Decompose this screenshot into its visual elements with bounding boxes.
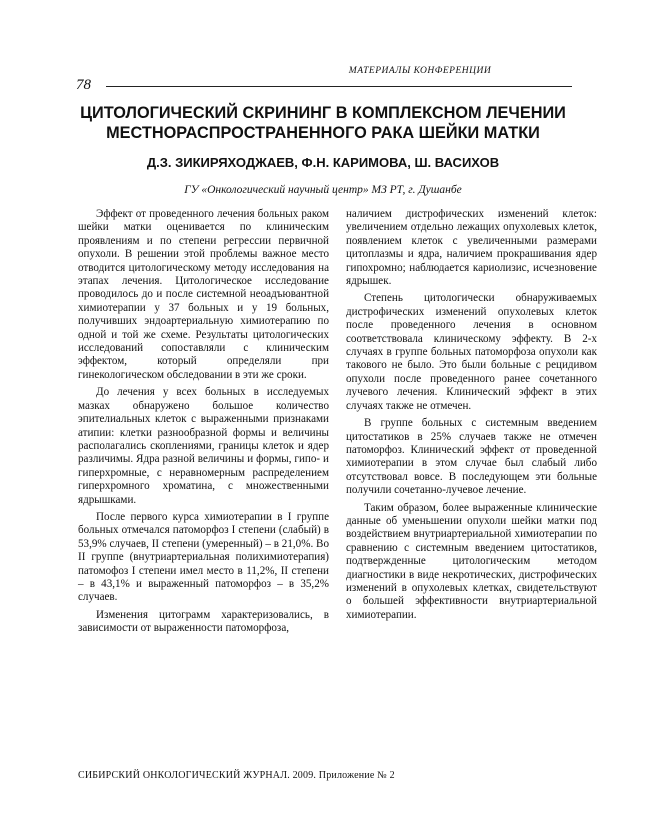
title-line-2: МЕСТНОРАСПРОСТРАНЕННОГО РАКА ШЕЙКИ МАТКИ xyxy=(106,124,540,142)
article-title xyxy=(60,103,586,143)
paragraph: До лечения у всех больных в исследуемых мазках обнаружено большое количество эпителиальных клеток с выраженными признаками атипии: клетки разнообразной формы и величины располагались скоплениями, границы клеток и ядер различимы. Ядра разной величины и формы, гипо- и гиперхромные, с неравномерным распределением гиперхромного хроматина, с множественными ядрышками. xyxy=(78,386,329,506)
paragraph-continued: наличием дистрофических изменений клеток: увеличением отдельно лежащих опухолевых клеток, появлением клеток с увеличенными размерами цитоплазмы и ядра, наличием прокрашивания ядер гипохромно; наблюдается кариолизис, исчезновение ядрышек. xyxy=(346,208,597,288)
left-column xyxy=(78,208,329,640)
paragraph: Изменения цитограмм характеризовались, в зависимости от выраженности патоморфоза, xyxy=(78,608,329,635)
page-number: 78 xyxy=(76,77,91,93)
right-column xyxy=(346,208,597,626)
title-line-1: ЦИТОЛОГИЧЕСКИЙ СКРИНИНГ В КОМПЛЕКСНОМ ЛЕЧЕНИИ xyxy=(80,104,566,122)
paragraph: Таким образом, более выраженные клинические данные об уменьшении опухоли шейки матки под воздействием внутриартериальной химиотерапии по сравнению с системным введением цитостатиков, подтвержденные цитологическим методом диагностики в виде некротических, дистрофических изменений в опухолевых клетках, свидетельствуют о большей эффективности внутриартериальной химиотерапии. xyxy=(346,501,597,621)
authors: Д.З. ЗИКИРЯХОДЖАЕВ, Ф.Н. КАРИМОВА, Ш. ВАСИХОВ xyxy=(146,155,500,170)
paragraph: Эффект от проведенного лечения больных раком шейки матки оценивается по клиническим проявлениям и по степени регрессии первичной опухоли. В решении этой проблемы важное место отводится цитологическому методу исследования на этапах лечения. Цитологическое исследование проводилось до и после системной неоадъювантной химиотерапии у 37 больных и у 19 больных, получивших эндоартериальную химиотерапию по одной и той же схеме. Результаты цитологических исследований сопоставляли с клиническим эффектом, который определяли при гинекологическом обследовании в эти же сроки. xyxy=(78,208,329,381)
conference-header: МАТЕРИАЛЫ КОНФЕРЕНЦИИ xyxy=(348,66,492,76)
journal-footer: СИБИРСКИЙ ОНКОЛОГИЧЕСКИЙ ЖУРНАЛ. 2009. Приложение № 2 xyxy=(78,770,395,781)
affiliation: ГУ «Онкологический научный центр» МЗ РТ, г. Душанбе xyxy=(184,184,462,196)
paragraph: Степень цитологически обнаруживаемых дистрофических изменений опухолевых клеток после проведенного лечения в основном соответствовала клиническому эффекту. В 2-х случаях в группе больных патоморфоза опухоли как такового не было. Это были больные с рецидивом опухоли после проведенного ранее сочетанного лучевого лечения. Клинический эффект в этих случаях также не отмечен. xyxy=(346,292,597,412)
header-rule xyxy=(106,86,572,87)
paragraph: В группе больных с системным введением цитостатиков в 25% случаев также не отмечен патоморфоз. Клинический эффект от проведенной химиотерапии в этом случае был слабый либо отсутствовал вовсе. В последующем эти больные получили сочетанно-лучевое лечение. xyxy=(346,417,597,497)
paragraph: После первого курса химиотерапии в I группе больных отмечался патоморфоз I степени (слабый) в 53,9% случаев, II степени (умеренный) – в 21,0%. Во II группе (внутриартериальная полихимиотерапия) патомофоз I степени имел место в 11,2%, II степени – в 43,1% и выраженный патоморфоз – в 35,2% случаев. xyxy=(78,510,329,604)
